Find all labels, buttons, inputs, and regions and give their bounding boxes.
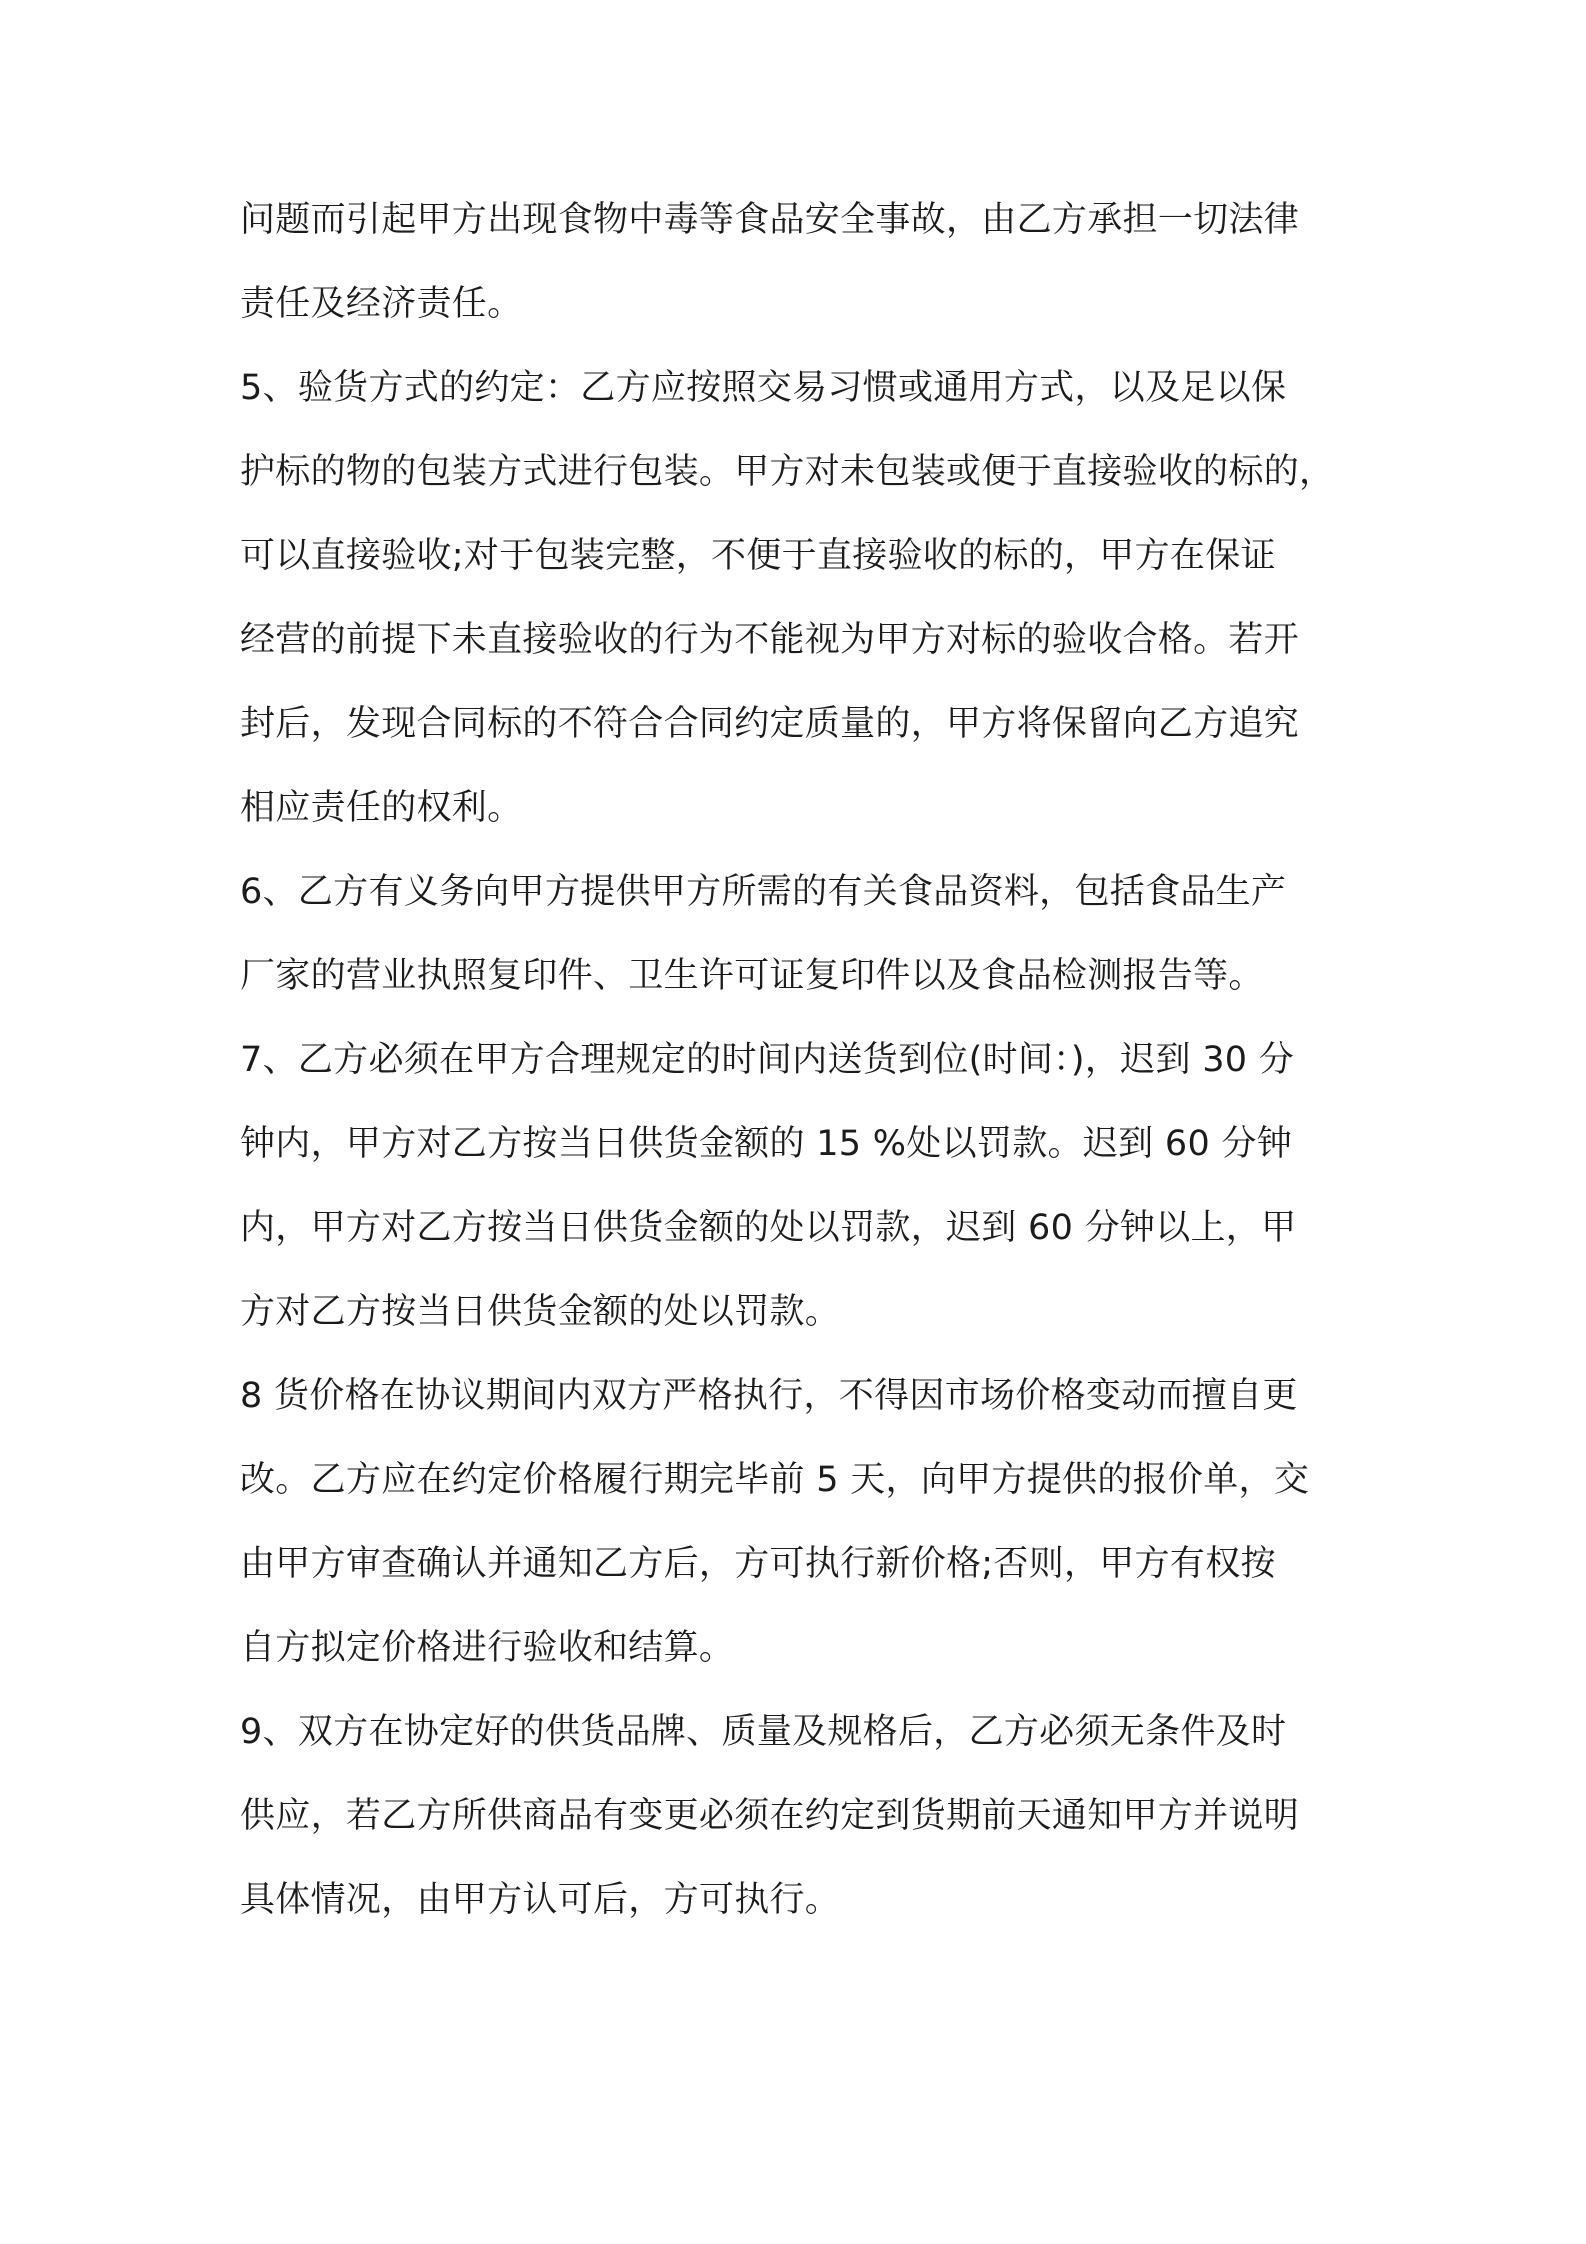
text-line: 护标的物的包装方式进行包装。甲方对未包装或便于直接验收的标的， <box>240 452 1335 492</box>
text-line: 封后，发现合同标的不符合合同约定质量的，甲方将保留向乙方追究 <box>240 704 1300 744</box>
text-line: 问题而引起甲方出现食物中毒等食品安全事故，由乙方承担一切法律 <box>240 200 1300 240</box>
text-line: 责任及经济责任。 <box>240 284 523 324</box>
text-line: 相应责任的权利。 <box>240 788 523 828</box>
text-line: 8 货价格在协议期间内双方严格执行，不得因市场价格变动而擅自更 <box>240 1376 1298 1416</box>
text-line: 6、乙方有义务向甲方提供甲方所需的有关食品资料，包括食品生产 <box>240 872 1287 912</box>
text-line: 9、双方在协定好的供货品牌、质量及规格后，乙方必须无条件及时 <box>240 1712 1287 1752</box>
text-line: 厂家的营业执照复印件、卫生许可证复印件以及食品检测报告等。 <box>240 956 1264 996</box>
text-line: 由甲方审查确认并通知乙方后，方可执行新价格;否则，甲方有权按 <box>240 1544 1276 1584</box>
text-line: 改。乙方应在约定价格履行期完毕前 5 天，向甲方提供的报价单，交 <box>240 1460 1310 1500</box>
text-line: 自方拟定价格进行验收和结算。 <box>240 1628 735 1668</box>
text-line: 供应，若乙方所供商品有变更必须在约定到货期前天通知甲方并说明 <box>240 1796 1300 1836</box>
text-line: 5、验货方式的约定：乙方应按照交易习惯或通用方式，以及足以保 <box>240 368 1287 408</box>
text-line: 方对乙方按当日供货金额的处以罚款。 <box>240 1292 841 1332</box>
text-line: 钟内，甲方对乙方按当日供货金额的 15 %处以罚款。迟到 60 分钟 <box>240 1124 1293 1164</box>
text-line: 可以直接验收;对于包装完整，不便于直接验收的标的，甲方在保证 <box>240 536 1276 576</box>
text-line: 内，甲方对乙方按当日供货金额的处以罚款，迟到 60 分钟以上，甲 <box>240 1208 1297 1248</box>
text-line: 经营的前提下未直接验收的行为不能视为甲方对标的验收合格。若开 <box>240 620 1300 660</box>
text-line: 7、乙方必须在甲方合理规定的时间内送货到位(时间：)，迟到 30 分 <box>240 1040 1295 1080</box>
text-line: 具体情况，由甲方认可后，方可执行。 <box>240 1880 841 1920</box>
